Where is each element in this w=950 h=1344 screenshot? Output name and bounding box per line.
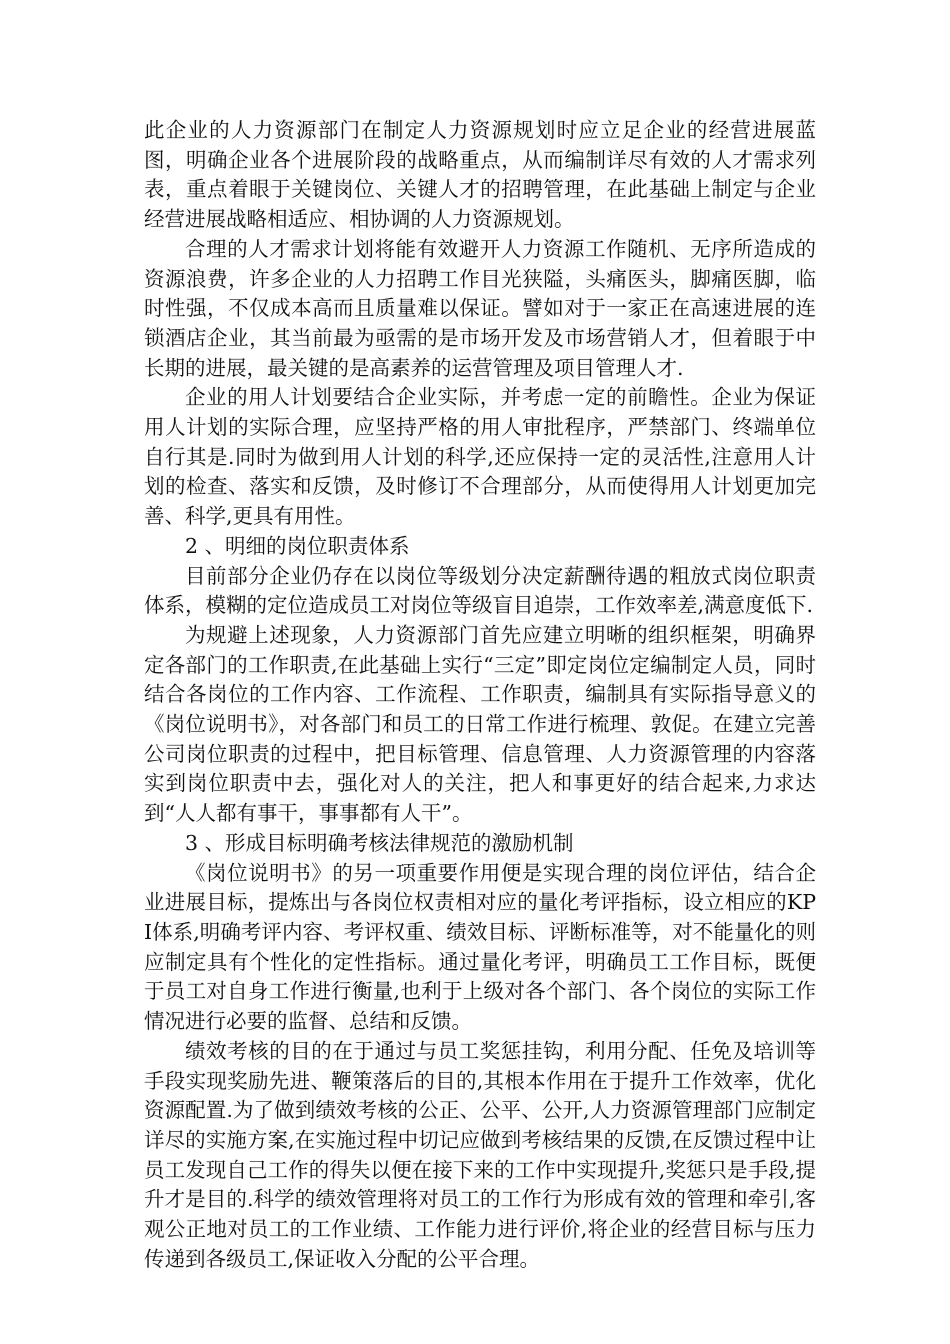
paragraph-current-problem: 目前部分企业仍存在以岗位等级划分决定薪酬待遇的粗放式岗位职责体系，模糊的定位造成员工对岗位等级盲目追崇，工作效率差,满意度低下.	[144, 563, 816, 618]
paragraph-hr-planning: 此企业的人力资源部门在制定人力资源规划时应立足企业的经营进展蓝图，明确企业各个进展阶段的战略重点，从而编制详尽有效的人才需求列表，重点着眼于关键岗位、关键人才的招聘管理，在此基础上制定与企业经营进展战略相适应、相协调的人力资源规划。	[144, 118, 816, 232]
section-heading-3: 3 、形成目标明确考核法律规范的激励机制	[185, 830, 574, 855]
paragraph-job-evaluation: 《岗位说明书》的另一项重要作用便是实现合理的岗位评估，结合企业进展目标，提炼出与各岗位权责相对应的量化考评指标，设立相应的KPI体系,明确考评内容、考评权重、绩效目标、评断标准等，对不能量化的则应制定具有个性化的定性指标。通过量化考评，明确员工工作目标，既便于员工对自身工作进行衡量,也利于上级对各个部门、各个岗位的实际工作情况进行必要的监督、总结和反馈。	[144, 860, 816, 1034]
paragraph-job-responsibilities: 为规避上述现象，人力资源部门首先应建立明晰的组织框架，明确界定各部门的工作职责,在此基础上实行“三定”即定岗位定编制定人员，同时结合各岗位的工作内容、工作流程、工作职责，编制具有实际指导意义的《岗位说明书》，对各部门和员工的日常工作进行梳理、敦促。在建立完善公司岗位职责的过程中，把目标管理、信息管理、人力资源管理的内容落实到岗位职责中去，强化对人的关注，把人和事更好的结合起来,力求达到“人人都有事干，事事都有人干”。	[144, 622, 816, 826]
paragraph-staffing-plan: 企业的用人计划要结合企业实际，并考虑一定的前瞻性。企业为保证用人计划的实际合理，应坚持严格的用人审批程序，严禁部门、终端单位自行其是.同时为做到用人计划的科学,还应保持一定的灵活性,注意用人计划的检查、落实和反馈，及时修订不合理部分，从而使得用人计划更加完善、科学,更具有用性。	[144, 385, 816, 529]
paragraph-performance-appraisal: 绩效考核的目的在于通过与员工奖惩挂钩，利用分配、任免及培训等手段实现奖励先进、鞭策落后的目的,其根本作用在于提升工作效率，优化资源配置.为了做到绩效考核的公正、公平、公开,人力资源管理部门应制定详尽的实施方案,在实施过程中切记应做到考核结果的反馈,在反馈过程中让员工发现自己工作的得失以便在接下来的工作中实现提升,奖惩只是手段,提升才是目的.科学的绩效管理将对员工的工作行为形成有效的管理和牵引,客观公正地对员工的工作业绩、工作能力进行评价,将企业的经营目标与压力传递到各级员工,保证收入分配的公平合理。	[144, 1038, 816, 1271]
document-page	[144, 116, 816, 1274]
paragraph-talent-demand: 合理的人才需求计划将能有效避开人力资源工作随机、无序所造成的资源浪费，许多企业的人力招聘工作目光狭隘，头痛医头，脚痛医脚，临时性强，不仅成本高而且质量难以保证。譬如对于一家正在高速进展的连锁酒店企业，其当前最为亟需的是市场开发及市场营销人才，但着眼于中长期的进展，最关键的是高素养的运营管理及项目管理人才.	[144, 236, 816, 380]
section-heading-2: 2 、明细的岗位职责体系	[185, 533, 410, 558]
